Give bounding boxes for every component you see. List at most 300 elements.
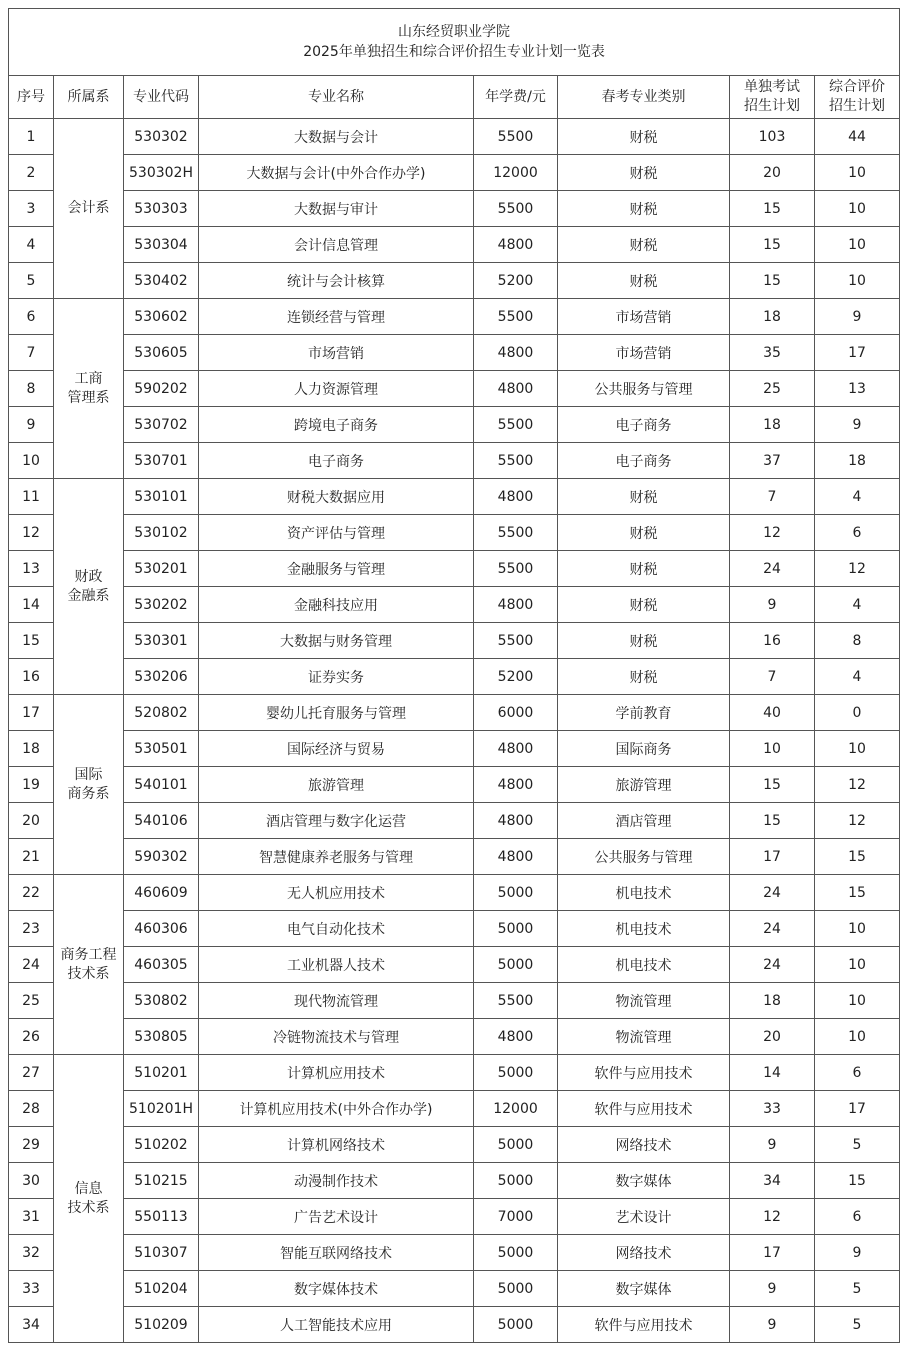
department-name-line: 财政 [74, 568, 103, 585]
cell-tuition: 5500 [474, 299, 558, 335]
department-name-line: 技术系 [67, 1199, 110, 1216]
cell-category: 财税 [558, 659, 730, 695]
cell-code: 590302 [124, 839, 199, 875]
cell-comp-plan: 5 [815, 1307, 900, 1343]
cell-single-plan: 16 [730, 623, 815, 659]
cell-tuition: 5500 [474, 407, 558, 443]
header-index: 序号 [9, 76, 54, 119]
cell-comp-plan: 8 [815, 623, 900, 659]
cell-single-plan: 24 [730, 875, 815, 911]
cell-tuition: 4800 [474, 227, 558, 263]
cell-single-plan: 9 [730, 1127, 815, 1163]
cell-name: 电子商务 [199, 443, 474, 479]
cell-category: 学前教育 [558, 695, 730, 731]
cell-name: 人力资源管理 [199, 371, 474, 407]
cell-index: 20 [9, 803, 54, 839]
cell-single-plan: 10 [730, 731, 815, 767]
cell-tuition: 4800 [474, 371, 558, 407]
cell-index: 7 [9, 335, 54, 371]
cell-name: 现代物流管理 [199, 983, 474, 1019]
cell-category: 网络技术 [558, 1127, 730, 1163]
cell-name: 智慧健康养老服务与管理 [199, 839, 474, 875]
cell-code: 510201 [124, 1055, 199, 1091]
header-category: 春考专业类别 [558, 76, 730, 119]
cell-category: 财税 [558, 227, 730, 263]
cell-code: 530301 [124, 623, 199, 659]
cell-single-plan: 17 [730, 839, 815, 875]
cell-index: 14 [9, 587, 54, 623]
cell-single-plan: 15 [730, 767, 815, 803]
cell-code: 530202 [124, 587, 199, 623]
cell-single-plan: 15 [730, 227, 815, 263]
table-row [9, 983, 900, 1019]
cell-tuition: 4800 [474, 479, 558, 515]
cell-code: 510209 [124, 1307, 199, 1343]
cell-category: 市场营销 [558, 335, 730, 371]
cell-code: 530805 [124, 1019, 199, 1055]
title-line-1: 山东经贸职业学院 [398, 24, 510, 40]
cell-tuition: 5000 [474, 875, 558, 911]
cell-single-plan: 24 [730, 911, 815, 947]
cell-name: 市场营销 [199, 335, 474, 371]
cell-category: 财税 [558, 263, 730, 299]
cell-category: 财税 [558, 551, 730, 587]
title-line-2: 2025年单独招生和综合评价招生专业计划一览表 [303, 44, 605, 60]
cell-name: 工业机器人技术 [199, 947, 474, 983]
header-comp-plan-line-2: 招生计划 [829, 98, 885, 114]
cell-index: 24 [9, 947, 54, 983]
title-row [9, 9, 900, 76]
cell-tuition: 12000 [474, 155, 558, 191]
cell-tuition: 5500 [474, 443, 558, 479]
cell-name: 大数据与财务管理 [199, 623, 474, 659]
header-single-plan [730, 76, 815, 119]
cell-tuition: 4800 [474, 335, 558, 371]
cell-category: 市场营销 [558, 299, 730, 335]
cell-tuition: 5000 [474, 1307, 558, 1343]
cell-category: 财税 [558, 587, 730, 623]
cell-index: 16 [9, 659, 54, 695]
cell-tuition: 5000 [474, 911, 558, 947]
cell-single-plan: 9 [730, 587, 815, 623]
cell-code: 510202 [124, 1127, 199, 1163]
cell-code: 510201H [124, 1091, 199, 1127]
cell-comp-plan: 10 [815, 191, 900, 227]
header-single-plan-line-1: 单独考试 [744, 79, 800, 95]
cell-index: 28 [9, 1091, 54, 1127]
cell-index: 17 [9, 695, 54, 731]
table-row [9, 263, 900, 299]
cell-single-plan: 14 [730, 1055, 815, 1091]
cell-code: 460609 [124, 875, 199, 911]
cell-category: 机电技术 [558, 875, 730, 911]
cell-category: 物流管理 [558, 1019, 730, 1055]
department-name-line: 商务工程 [60, 946, 117, 963]
cell-index: 3 [9, 191, 54, 227]
cell-single-plan: 9 [730, 1307, 815, 1343]
department-name-line: 信息 [74, 1180, 103, 1197]
cell-comp-plan: 44 [815, 119, 900, 155]
cell-name: 大数据与会计 [199, 119, 474, 155]
cell-name: 旅游管理 [199, 767, 474, 803]
cell-name: 计算机应用技术(中外合作办学) [199, 1091, 474, 1127]
cell-category: 财税 [558, 479, 730, 515]
cell-comp-plan: 18 [815, 443, 900, 479]
cell-index: 4 [9, 227, 54, 263]
cell-category: 酒店管理 [558, 803, 730, 839]
table-row [9, 587, 900, 623]
cell-code: 530302 [124, 119, 199, 155]
cell-category: 国际商务 [558, 731, 730, 767]
cell-name: 计算机网络技术 [199, 1127, 474, 1163]
table-row [9, 227, 900, 263]
cell-tuition: 4800 [474, 839, 558, 875]
cell-code: 530802 [124, 983, 199, 1019]
department-cell [54, 479, 124, 695]
cell-tuition: 5000 [474, 1163, 558, 1199]
cell-category: 艺术设计 [558, 1199, 730, 1235]
department-cell [54, 1055, 124, 1343]
department-name-line: 国际 [74, 766, 103, 783]
cell-code: 510307 [124, 1235, 199, 1271]
cell-comp-plan: 12 [815, 803, 900, 839]
cell-single-plan: 35 [730, 335, 815, 371]
cell-code: 530102 [124, 515, 199, 551]
cell-name: 智能互联网络技术 [199, 1235, 474, 1271]
header-comp-plan [815, 76, 900, 119]
cell-index: 25 [9, 983, 54, 1019]
cell-single-plan: 7 [730, 659, 815, 695]
cell-code: 530501 [124, 731, 199, 767]
cell-index: 2 [9, 155, 54, 191]
cell-code: 590202 [124, 371, 199, 407]
cell-category: 旅游管理 [558, 767, 730, 803]
cell-comp-plan: 6 [815, 1055, 900, 1091]
cell-name: 国际经济与贸易 [199, 731, 474, 767]
cell-tuition: 5500 [474, 983, 558, 1019]
cell-index: 31 [9, 1199, 54, 1235]
cell-single-plan: 37 [730, 443, 815, 479]
cell-comp-plan: 4 [815, 479, 900, 515]
enrollment-plan-table [8, 8, 900, 1343]
department-cell [54, 875, 124, 1055]
cell-comp-plan: 4 [815, 659, 900, 695]
cell-comp-plan: 5 [815, 1127, 900, 1163]
cell-comp-plan: 15 [815, 839, 900, 875]
cell-comp-plan: 10 [815, 263, 900, 299]
table-row [9, 515, 900, 551]
cell-comp-plan: 12 [815, 551, 900, 587]
cell-tuition: 4800 [474, 803, 558, 839]
cell-category: 机电技术 [558, 947, 730, 983]
cell-name: 数字媒体技术 [199, 1271, 474, 1307]
cell-index: 8 [9, 371, 54, 407]
cell-comp-plan: 10 [815, 1019, 900, 1055]
table-row [9, 1271, 900, 1307]
cell-tuition: 5000 [474, 1271, 558, 1307]
cell-code: 530201 [124, 551, 199, 587]
header-row [9, 76, 900, 119]
header-comp-plan-line-1: 综合评价 [829, 79, 885, 95]
cell-code: 530701 [124, 443, 199, 479]
cell-index: 26 [9, 1019, 54, 1055]
cell-name: 广告艺术设计 [199, 1199, 474, 1235]
cell-index: 27 [9, 1055, 54, 1091]
cell-name: 会计信息管理 [199, 227, 474, 263]
cell-category: 财税 [558, 119, 730, 155]
cell-code: 510215 [124, 1163, 199, 1199]
cell-name: 金融科技应用 [199, 587, 474, 623]
cell-code: 530101 [124, 479, 199, 515]
department-cell [54, 119, 124, 299]
department-name-line: 技术系 [67, 965, 110, 982]
cell-code: 520802 [124, 695, 199, 731]
cell-tuition: 5000 [474, 947, 558, 983]
cell-tuition: 7000 [474, 1199, 558, 1235]
cell-category: 财税 [558, 155, 730, 191]
cell-category: 软件与应用技术 [558, 1055, 730, 1091]
cell-index: 12 [9, 515, 54, 551]
cell-index: 18 [9, 731, 54, 767]
table-row [9, 875, 900, 911]
cell-tuition: 5500 [474, 515, 558, 551]
department-name-line: 金融系 [67, 587, 110, 604]
cell-single-plan: 25 [730, 371, 815, 407]
cell-category: 电子商务 [558, 407, 730, 443]
cell-category: 公共服务与管理 [558, 839, 730, 875]
cell-name: 酒店管理与数字化运营 [199, 803, 474, 839]
table-row [9, 731, 900, 767]
cell-single-plan: 20 [730, 155, 815, 191]
cell-comp-plan: 10 [815, 911, 900, 947]
cell-tuition: 5200 [474, 659, 558, 695]
table-row [9, 803, 900, 839]
cell-category: 数字媒体 [558, 1163, 730, 1199]
cell-name: 财税大数据应用 [199, 479, 474, 515]
table-row [9, 695, 900, 731]
cell-code: 530302H [124, 155, 199, 191]
cell-name: 计算机应用技术 [199, 1055, 474, 1091]
cell-name: 资产评估与管理 [199, 515, 474, 551]
cell-single-plan: 18 [730, 299, 815, 335]
department-name-line: 管理系 [67, 389, 110, 406]
department-name-line: 会计系 [67, 200, 110, 216]
cell-category: 物流管理 [558, 983, 730, 1019]
cell-tuition: 12000 [474, 1091, 558, 1127]
cell-comp-plan: 15 [815, 875, 900, 911]
table-row [9, 1091, 900, 1127]
cell-index: 34 [9, 1307, 54, 1343]
cell-category: 财税 [558, 623, 730, 659]
table-row [9, 839, 900, 875]
cell-index: 11 [9, 479, 54, 515]
cell-code: 530702 [124, 407, 199, 443]
cell-comp-plan: 6 [815, 515, 900, 551]
cell-single-plan: 18 [730, 407, 815, 443]
cell-name: 大数据与会计(中外合作办学) [199, 155, 474, 191]
cell-comp-plan: 17 [815, 1091, 900, 1127]
table-row [9, 335, 900, 371]
cell-single-plan: 34 [730, 1163, 815, 1199]
cell-tuition: 5500 [474, 551, 558, 587]
cell-single-plan: 20 [730, 1019, 815, 1055]
header-department: 所属系 [54, 76, 124, 119]
cell-tuition: 5000 [474, 1127, 558, 1163]
table-row [9, 551, 900, 587]
cell-name: 婴幼儿托育服务与管理 [199, 695, 474, 731]
cell-tuition: 5200 [474, 263, 558, 299]
cell-tuition: 5500 [474, 623, 558, 659]
cell-index: 22 [9, 875, 54, 911]
cell-name: 电气自动化技术 [199, 911, 474, 947]
cell-code: 530402 [124, 263, 199, 299]
cell-tuition: 5500 [474, 119, 558, 155]
cell-name: 无人机应用技术 [199, 875, 474, 911]
cell-code: 530304 [124, 227, 199, 263]
cell-name: 金融服务与管理 [199, 551, 474, 587]
cell-tuition: 6000 [474, 695, 558, 731]
department-cell [54, 299, 124, 479]
cell-single-plan: 12 [730, 515, 815, 551]
department-name-line: 工商 [74, 370, 103, 387]
header-tuition: 年学费/元 [474, 76, 558, 119]
table-row [9, 407, 900, 443]
cell-single-plan: 18 [730, 983, 815, 1019]
cell-index: 23 [9, 911, 54, 947]
table-row [9, 1199, 900, 1235]
cell-code: 530303 [124, 191, 199, 227]
cell-index: 5 [9, 263, 54, 299]
cell-category: 软件与应用技术 [558, 1091, 730, 1127]
cell-comp-plan: 6 [815, 1199, 900, 1235]
table-row [9, 623, 900, 659]
cell-single-plan: 24 [730, 947, 815, 983]
header-code: 专业代码 [124, 76, 199, 119]
cell-name: 证券实务 [199, 659, 474, 695]
cell-comp-plan: 9 [815, 1235, 900, 1271]
cell-comp-plan: 10 [815, 155, 900, 191]
cell-index: 32 [9, 1235, 54, 1271]
cell-index: 15 [9, 623, 54, 659]
table-row [9, 1055, 900, 1091]
cell-code: 460305 [124, 947, 199, 983]
cell-tuition: 5000 [474, 1235, 558, 1271]
cell-category: 机电技术 [558, 911, 730, 947]
cell-comp-plan: 9 [815, 299, 900, 335]
table-row [9, 1127, 900, 1163]
cell-comp-plan: 12 [815, 767, 900, 803]
cell-comp-plan: 4 [815, 587, 900, 623]
cell-comp-plan: 10 [815, 983, 900, 1019]
cell-category: 电子商务 [558, 443, 730, 479]
department-cell [54, 695, 124, 875]
cell-name: 跨境电子商务 [199, 407, 474, 443]
table-row [9, 659, 900, 695]
cell-category: 财税 [558, 515, 730, 551]
cell-category: 软件与应用技术 [558, 1307, 730, 1343]
cell-single-plan: 15 [730, 191, 815, 227]
cell-single-plan: 12 [730, 1199, 815, 1235]
cell-single-plan: 24 [730, 551, 815, 587]
cell-comp-plan: 15 [815, 1163, 900, 1199]
cell-name: 人工智能技术应用 [199, 1307, 474, 1343]
cell-tuition: 5000 [474, 1055, 558, 1091]
cell-tuition: 4800 [474, 731, 558, 767]
table-row [9, 767, 900, 803]
cell-single-plan: 103 [730, 119, 815, 155]
cell-comp-plan: 0 [815, 695, 900, 731]
table-row [9, 479, 900, 515]
table-row [9, 371, 900, 407]
cell-index: 13 [9, 551, 54, 587]
cell-index: 21 [9, 839, 54, 875]
table-row [9, 911, 900, 947]
cell-category: 公共服务与管理 [558, 371, 730, 407]
cell-name: 动漫制作技术 [199, 1163, 474, 1199]
cell-code: 540106 [124, 803, 199, 839]
cell-tuition: 4800 [474, 767, 558, 803]
cell-code: 530602 [124, 299, 199, 335]
cell-index: 9 [9, 407, 54, 443]
cell-single-plan: 15 [730, 263, 815, 299]
cell-code: 550113 [124, 1199, 199, 1235]
header-single-plan-line-2: 招生计划 [744, 98, 800, 114]
cell-category: 网络技术 [558, 1235, 730, 1271]
cell-category: 财税 [558, 191, 730, 227]
table-row [9, 191, 900, 227]
cell-index: 30 [9, 1163, 54, 1199]
cell-tuition: 5500 [474, 191, 558, 227]
table-row [9, 1163, 900, 1199]
cell-index: 29 [9, 1127, 54, 1163]
cell-category: 数字媒体 [558, 1271, 730, 1307]
cell-code: 530605 [124, 335, 199, 371]
table-row [9, 119, 900, 155]
department-name-line: 商务系 [67, 785, 110, 802]
cell-tuition: 4800 [474, 1019, 558, 1055]
cell-tuition: 4800 [474, 587, 558, 623]
table-row [9, 1307, 900, 1343]
cell-comp-plan: 10 [815, 947, 900, 983]
cell-comp-plan: 17 [815, 335, 900, 371]
cell-index: 10 [9, 443, 54, 479]
cell-comp-plan: 5 [815, 1271, 900, 1307]
cell-name: 冷链物流技术与管理 [199, 1019, 474, 1055]
table-row [9, 299, 900, 335]
table-row [9, 155, 900, 191]
cell-single-plan: 33 [730, 1091, 815, 1127]
cell-name: 统计与会计核算 [199, 263, 474, 299]
cell-code: 540101 [124, 767, 199, 803]
cell-index: 33 [9, 1271, 54, 1307]
cell-single-plan: 17 [730, 1235, 815, 1271]
cell-comp-plan: 9 [815, 407, 900, 443]
table-title [9, 9, 900, 76]
cell-name: 连锁经营与管理 [199, 299, 474, 335]
header-name: 专业名称 [199, 76, 474, 119]
table-row [9, 1235, 900, 1271]
table-row [9, 947, 900, 983]
table-row [9, 443, 900, 479]
cell-name: 大数据与审计 [199, 191, 474, 227]
cell-index: 6 [9, 299, 54, 335]
cell-comp-plan: 10 [815, 227, 900, 263]
cell-code: 510204 [124, 1271, 199, 1307]
cell-single-plan: 40 [730, 695, 815, 731]
cell-index: 19 [9, 767, 54, 803]
cell-code: 530206 [124, 659, 199, 695]
table-row [9, 1019, 900, 1055]
